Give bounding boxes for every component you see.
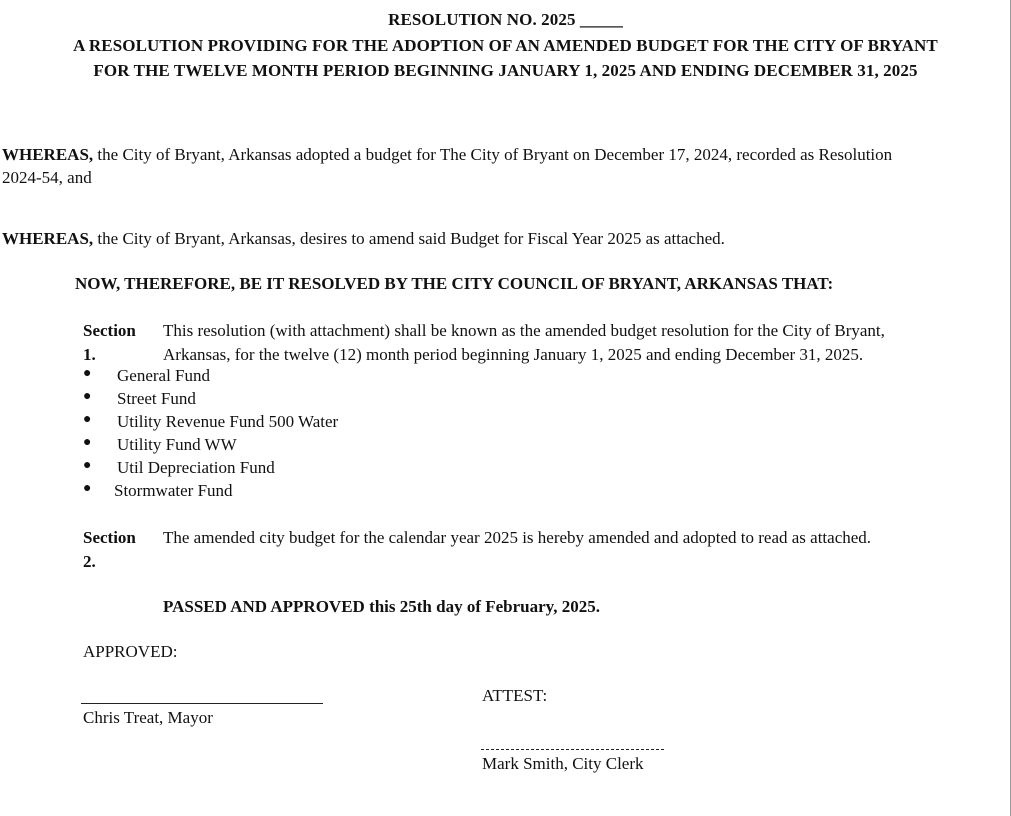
bullet-icon: ● (83, 366, 92, 381)
whereas-clause-2 (2, 229, 725, 249)
whereas-text: the City of Bryant, Arkansas adopted a budget for The City of Bryant on December 17, 2024, recorded as Resolution (93, 145, 893, 164)
mayor-name: Chris Treat, Mayor (83, 708, 213, 727)
fund-name: Stormwater Fund (114, 481, 233, 500)
bullet-icon: ● (83, 481, 92, 496)
fund-name: Utility Revenue Fund 500 Water (117, 412, 339, 431)
section-1-text-line1: This resolution (with attachment) shall be known as the amended budget resolution for the City of Bryant, (163, 321, 885, 340)
bullet-icon: ● (83, 458, 92, 473)
whereas-text: the City of Bryant, Arkansas, desires to amend said Budget for Fiscal Year 2025 as attached. (93, 229, 725, 248)
whereas-clause-1-line1 (2, 145, 892, 165)
resolution-title-line2: FOR THE TWELVE MONTH PERIOD BEGINNING JANUARY 1, 2025 AND ENDING DECEMBER 31, 2025 (93, 61, 918, 80)
section-2-label-word: Section (83, 528, 136, 547)
fund-name: Util Depreciation Fund (117, 458, 275, 477)
section-1-label-number: 1. (83, 345, 96, 364)
bullet-icon: ● (83, 412, 92, 427)
bullet-icon: ● (83, 389, 92, 404)
whereas-clause-1-line2: 2024-54, and (2, 168, 92, 187)
section-1-label-word: Section (83, 321, 136, 340)
clerk-signature-line (481, 749, 664, 750)
attest-label: ATTEST: (482, 686, 548, 705)
section-2-text: The amended city budget for the calendar year 2025 is hereby amended and adopted to read as attached. (163, 528, 872, 547)
passed-and-approved: PASSED AND APPROVED this 25th day of February, 2025. (163, 597, 600, 616)
mayor-signature-line (81, 703, 323, 704)
now-therefore-heading: NOW, THEREFORE, BE IT RESOLVED BY THE CITY COUNCIL OF BRYANT, ARKANSAS THAT: (75, 274, 834, 293)
fund-name: Street Fund (117, 389, 196, 408)
whereas-lead: WHEREAS, (2, 229, 94, 248)
resolution-title-line1: A RESOLUTION PROVIDING FOR THE ADOPTION OF AN AMENDED BUDGET FOR THE CITY OF BRYANT (73, 36, 938, 55)
resolution-number: RESOLUTION NO. 2025 _____ (388, 10, 623, 29)
approved-label: APPROVED: (83, 642, 178, 661)
clerk-name: Mark Smith, City Clerk (482, 754, 644, 773)
section-1-text-line2: Arkansas, for the twelve (12) month period beginning January 1, 2025 and ending December 31, 2025. (163, 345, 864, 364)
whereas-lead: WHEREAS, (2, 145, 94, 164)
fund-name: Utility Fund WW (117, 435, 237, 454)
fund-name: General Fund (117, 366, 211, 385)
bullet-icon: ● (83, 435, 92, 450)
section-2-label-number: 2. (83, 552, 96, 571)
